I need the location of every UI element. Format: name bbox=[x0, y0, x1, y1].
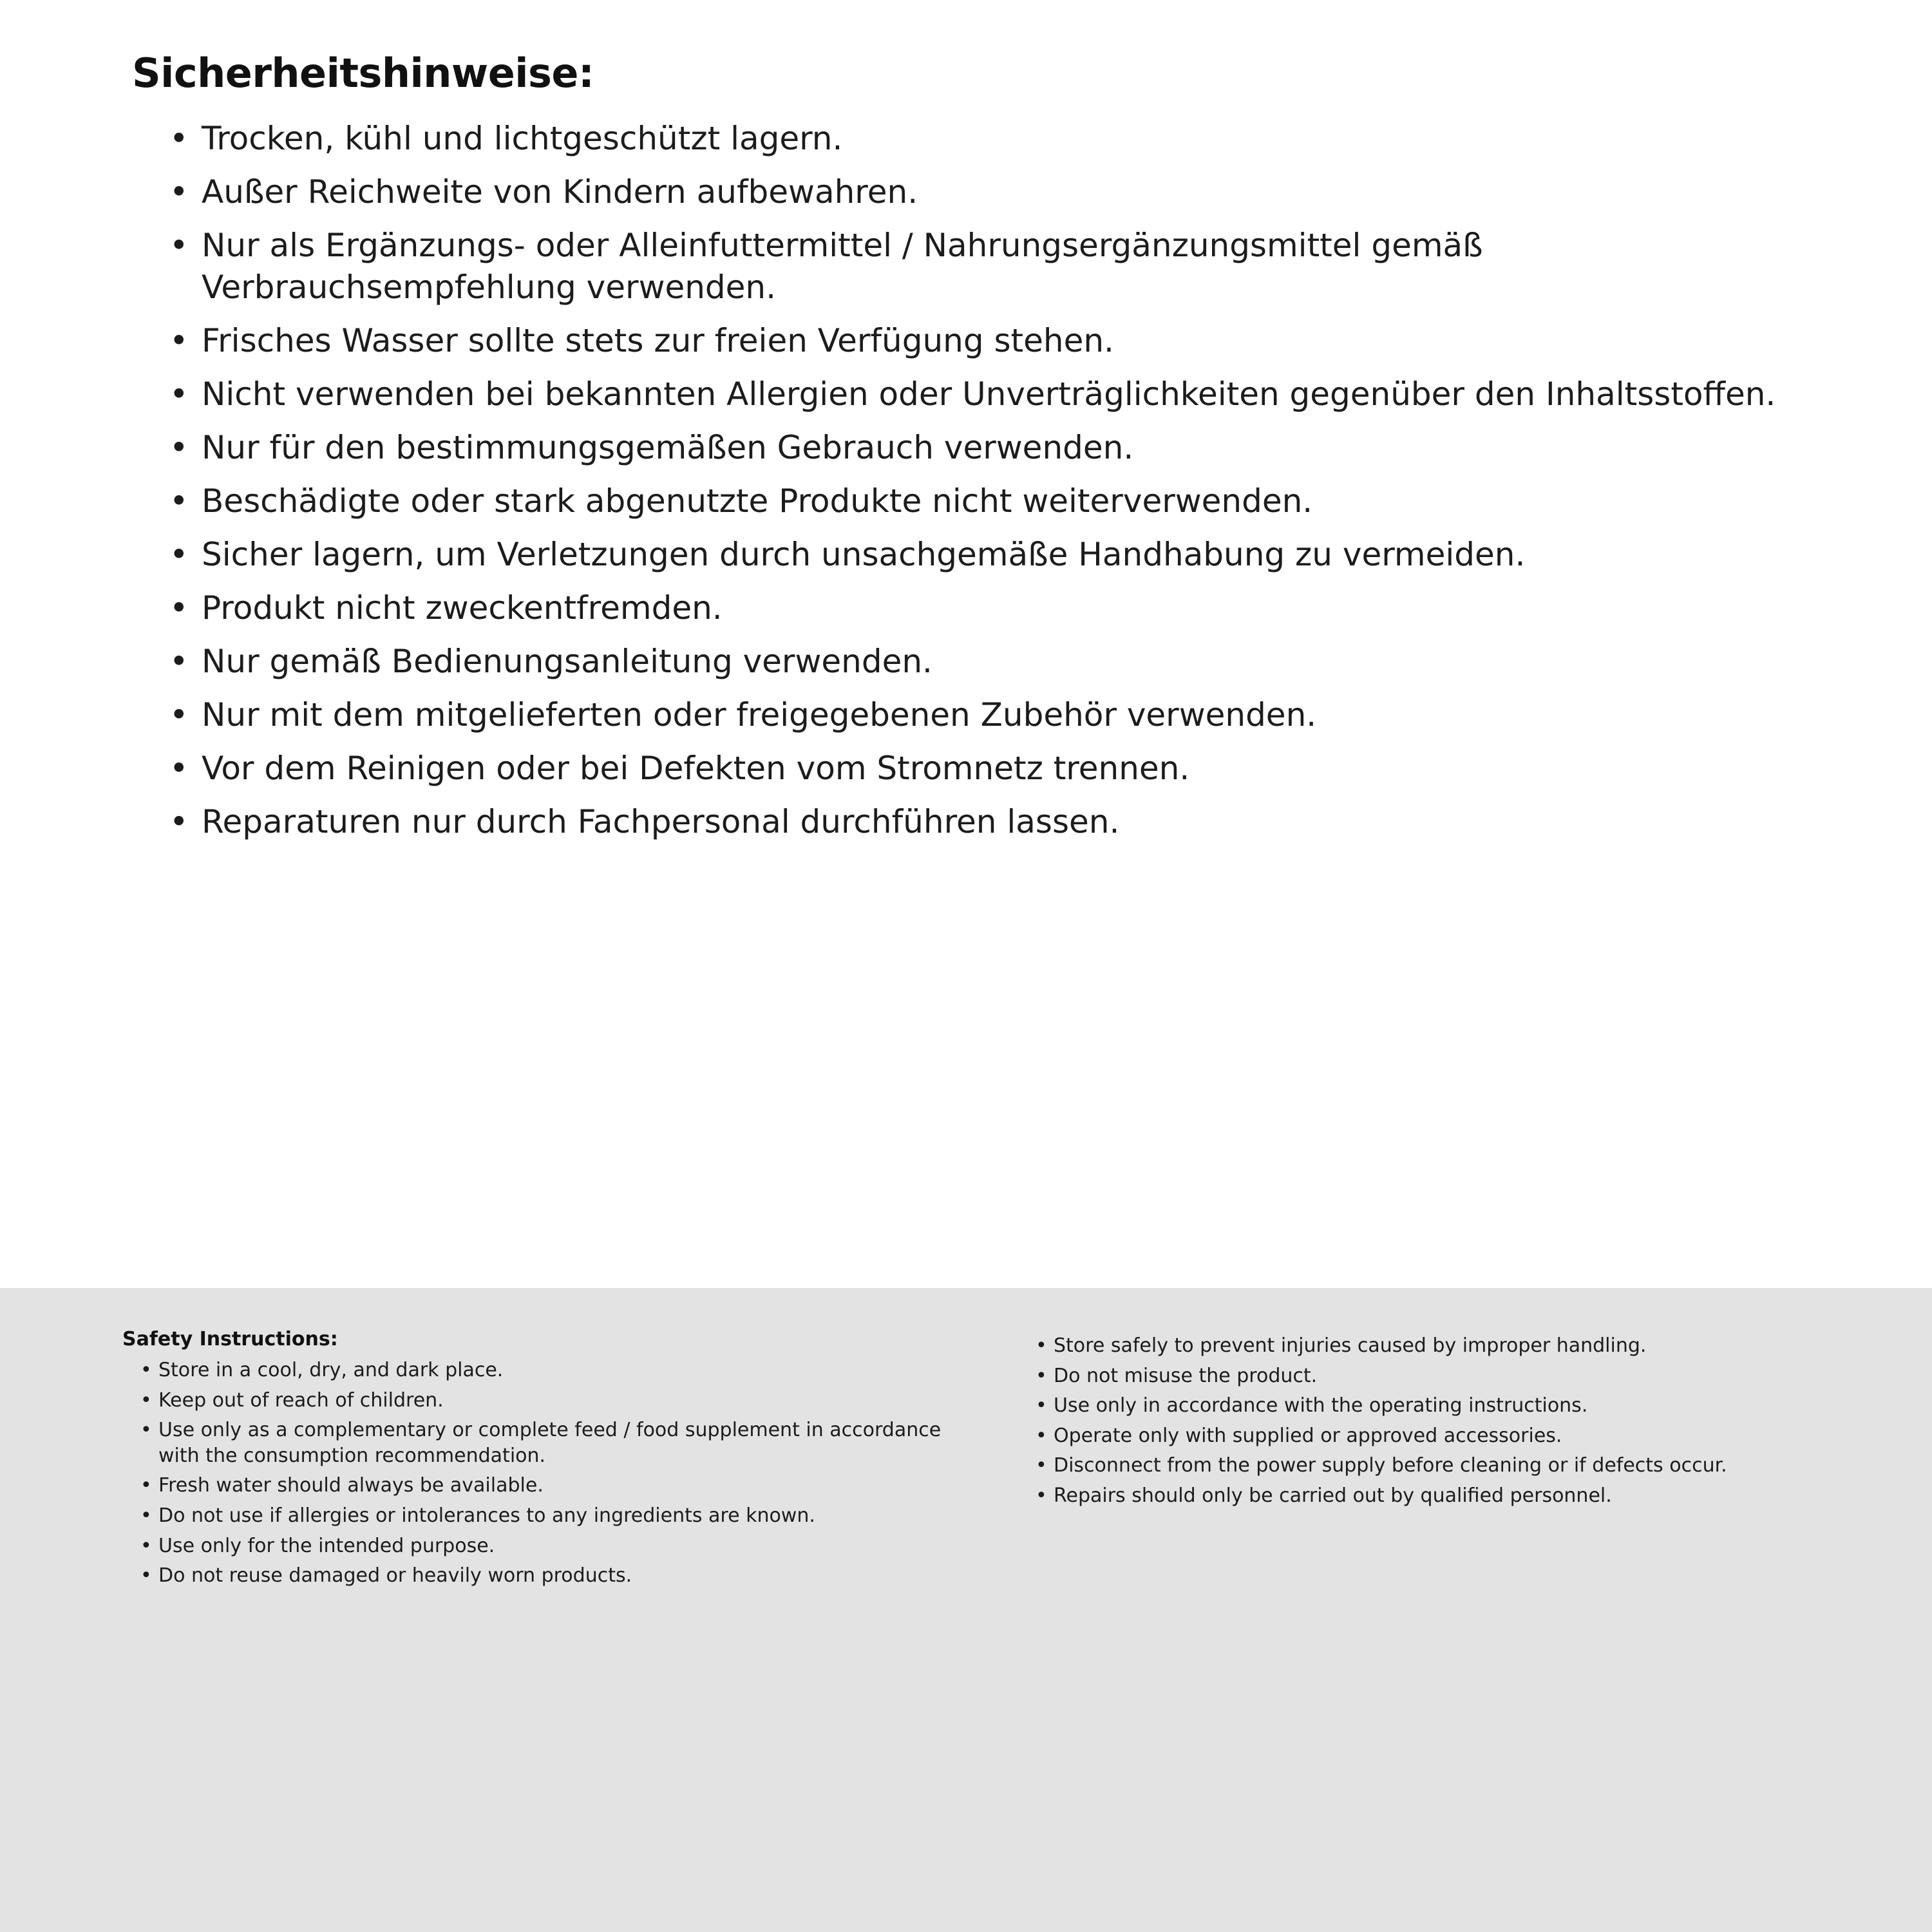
list-item-text: Repairs should only be carried out by qualified personnel. bbox=[1054, 1484, 1612, 1507]
list-item bbox=[166, 480, 1816, 522]
list-item-text: Keep out of reach of children. bbox=[158, 1388, 444, 1412]
bullet-icon: • bbox=[169, 375, 189, 413]
bullet-icon: • bbox=[169, 429, 189, 467]
list-item bbox=[166, 118, 1816, 160]
bullet-icon: • bbox=[169, 696, 189, 734]
bullet-icon: • bbox=[169, 643, 189, 681]
list-item bbox=[166, 694, 1816, 736]
english-safety-list-right bbox=[1018, 1333, 1848, 1509]
list-item-text: Trocken, kühl und lichtgeschützt lagern. bbox=[202, 120, 843, 158]
list-item-text: Use only as a complementary or complete feed / food supplement in accordance with the consumption recommendation. bbox=[158, 1419, 942, 1467]
list-item-text: Nur gemäß Bedienungsanleitung verwenden. bbox=[202, 643, 933, 681]
bullet-icon: • bbox=[169, 803, 189, 841]
list-item-text: Außer Reichweite von Kindern aufbewahren. bbox=[202, 173, 918, 211]
list-item-text: Operate only with supplied or approved accessories. bbox=[1054, 1424, 1562, 1447]
bullet-icon: • bbox=[140, 1564, 152, 1587]
english-column-left bbox=[122, 1328, 953, 1593]
list-item-text: Nur mit dem mitgelieferten oder freigegebenen Zubehör verwenden. bbox=[202, 696, 1317, 734]
bullet-icon: • bbox=[169, 750, 189, 788]
bullet-icon: • bbox=[1036, 1364, 1047, 1387]
list-item-text: Do not reuse damaged or heavily worn products. bbox=[158, 1564, 632, 1587]
bullet-icon: • bbox=[169, 322, 189, 360]
list-item bbox=[166, 801, 1816, 843]
list-item-text: Disconnect from the power supply before cleaning or if defects occur. bbox=[1054, 1454, 1727, 1477]
list-item bbox=[166, 374, 1816, 415]
list-item bbox=[1036, 1483, 1848, 1509]
list-item bbox=[1036, 1423, 1848, 1449]
list-item-text: Produkt nicht zweckentfremden. bbox=[202, 589, 723, 627]
bullet-icon: • bbox=[140, 1359, 152, 1381]
bullet-icon: • bbox=[1036, 1394, 1047, 1417]
list-item bbox=[1036, 1363, 1848, 1389]
english-safety-section bbox=[0, 1288, 1932, 1932]
list-item bbox=[166, 427, 1816, 469]
list-item bbox=[140, 1473, 953, 1499]
list-item-text: Do not misuse the product. bbox=[1054, 1364, 1318, 1387]
list-item bbox=[1036, 1333, 1848, 1359]
list-item bbox=[166, 587, 1816, 629]
list-item bbox=[140, 1388, 953, 1414]
english-column-right bbox=[1018, 1328, 1848, 1513]
list-item bbox=[140, 1533, 953, 1559]
list-item-text: Do not use if allergies or intolerances to any ingredients are known. bbox=[158, 1504, 815, 1527]
list-item-text: Reparaturen nur durch Fachpersonal durchführen lassen. bbox=[202, 803, 1120, 841]
bullet-icon: • bbox=[169, 589, 189, 627]
english-safety-list-left bbox=[122, 1358, 953, 1589]
english-columns bbox=[122, 1328, 1880, 1593]
list-item-text: Use only for the intended purpose. bbox=[158, 1534, 495, 1557]
list-item bbox=[166, 748, 1816, 790]
list-item bbox=[140, 1417, 953, 1468]
bullet-icon: • bbox=[1036, 1484, 1047, 1507]
list-item bbox=[140, 1358, 953, 1383]
list-item bbox=[1036, 1453, 1848, 1479]
bullet-icon: • bbox=[169, 120, 189, 158]
german-safety-list bbox=[132, 118, 1816, 843]
bullet-icon: • bbox=[140, 1504, 152, 1527]
list-item-text: Fresh water should always be available. bbox=[158, 1474, 544, 1497]
bullet-icon: • bbox=[140, 1534, 152, 1557]
list-item bbox=[140, 1503, 953, 1529]
list-item-text: Beschädigte oder stark abgenutzte Produkte nicht weiterverwenden. bbox=[202, 482, 1313, 520]
list-item-text: Nur als Ergänzungs- oder Alleinfuttermittel / Nahrungsergänzungsmittel gemäß Verbrauchsempfehlung verwenden. bbox=[202, 227, 1483, 307]
list-item-text: Sicher lagern, um Verletzungen durch unsachgemäße Handhabung zu vermeiden. bbox=[202, 536, 1526, 574]
list-item bbox=[166, 641, 1816, 683]
list-item bbox=[166, 225, 1816, 308]
list-item-text: Vor dem Reinigen oder bei Defekten vom Stromnetz trennen. bbox=[202, 750, 1190, 788]
bullet-icon: • bbox=[140, 1388, 152, 1412]
list-item bbox=[1036, 1393, 1848, 1419]
bullet-icon: • bbox=[1036, 1454, 1047, 1477]
list-item-text: Nur für den bestimmungsgemäßen Gebrauch verwenden. bbox=[202, 429, 1134, 467]
list-item-text: Nicht verwenden bei bekannten Allergien oder Unverträglichkeiten gegenüber den Inhaltsstoffen. bbox=[202, 375, 1776, 413]
list-item-text: Store safely to prevent injuries caused by improper handling. bbox=[1054, 1334, 1647, 1357]
list-item-text: Frisches Wasser sollte stets zur freien Verfügung stehen. bbox=[202, 322, 1114, 360]
list-item bbox=[166, 534, 1816, 576]
bullet-icon: • bbox=[169, 173, 189, 211]
bullet-icon: • bbox=[140, 1419, 152, 1442]
list-item-text: Store in a cool, dry, and dark place. bbox=[158, 1359, 504, 1381]
list-item bbox=[166, 320, 1816, 362]
list-item bbox=[140, 1563, 953, 1589]
bullet-icon: • bbox=[169, 227, 189, 265]
list-item bbox=[166, 171, 1816, 213]
list-item-text: Use only in accordance with the operating instructions. bbox=[1054, 1394, 1588, 1417]
german-heading: Sicherheitshinweise: bbox=[132, 50, 594, 97]
bullet-icon: • bbox=[140, 1474, 152, 1497]
bullet-icon: • bbox=[169, 536, 189, 574]
bullet-icon: • bbox=[169, 482, 189, 520]
bullet-icon: • bbox=[1036, 1334, 1047, 1357]
bullet-icon: • bbox=[1036, 1424, 1047, 1447]
english-heading: Safety Instructions: bbox=[122, 1328, 338, 1350]
